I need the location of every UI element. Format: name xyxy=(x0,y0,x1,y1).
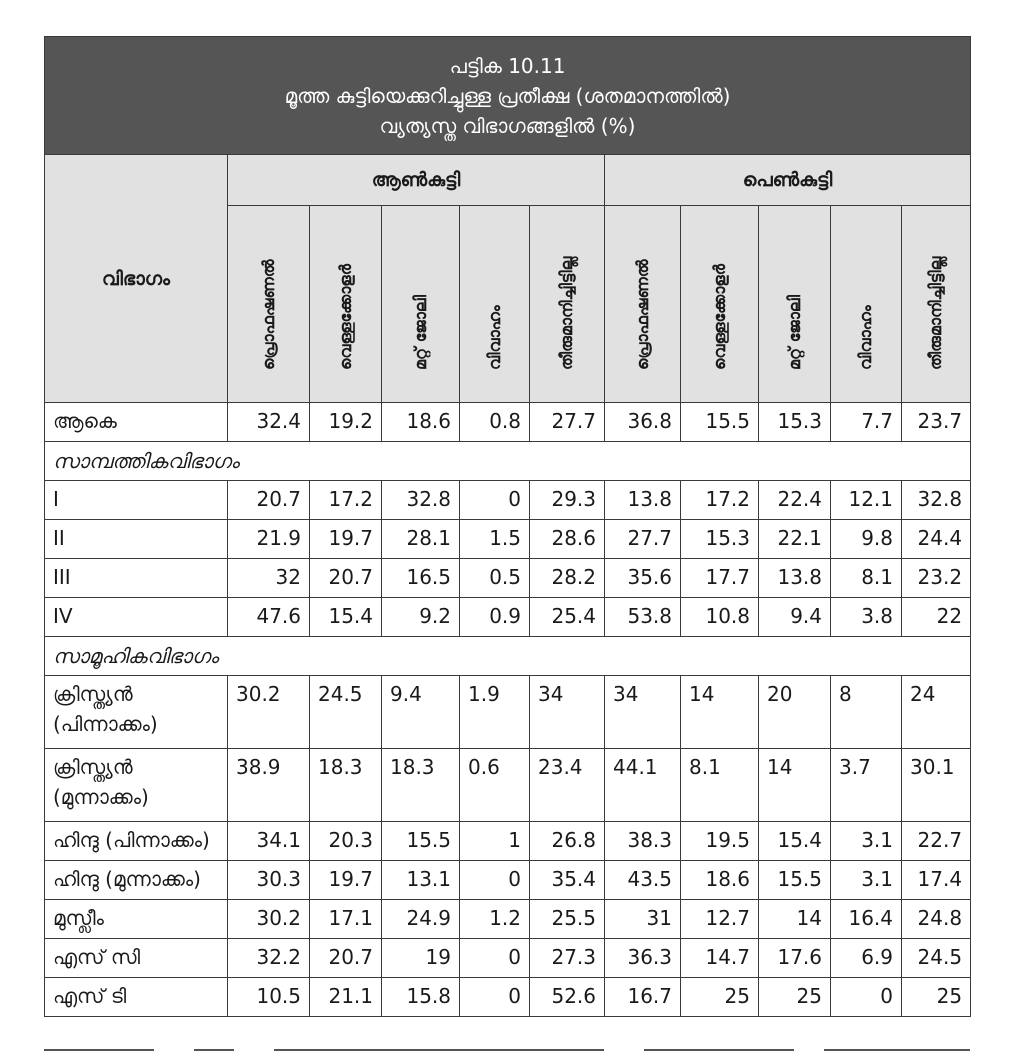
value-cell: 15.5 xyxy=(382,822,460,861)
value-cell: 16.5 xyxy=(382,559,460,598)
value-cell: 13.1 xyxy=(382,861,460,900)
value-cell: 22.4 xyxy=(759,481,831,520)
section-row xyxy=(45,442,971,481)
value-cell: 19.5 xyxy=(681,822,759,861)
value-cell: 24 xyxy=(902,676,971,749)
table-subheading: വ്യത്യസ്ത വിഭാഗങ്ങളിൽ (%) xyxy=(379,113,636,138)
value-cell: 19 xyxy=(382,939,460,978)
value-cell: 14 xyxy=(759,900,831,939)
value-cell: 28.6 xyxy=(530,520,605,559)
value-cell: 20.7 xyxy=(310,559,382,598)
value-cell: 20.7 xyxy=(310,939,382,978)
value-cell: 34 xyxy=(530,676,605,749)
subcolumn-label: മറ്റ് ജോലി xyxy=(410,295,430,370)
boy-subcolumn-header xyxy=(382,206,460,403)
value-cell: 3.1 xyxy=(831,861,902,900)
value-cell: 32.4 xyxy=(228,403,310,442)
value-cell: 27.3 xyxy=(530,939,605,978)
value-cell: 24.5 xyxy=(902,939,971,978)
row-label: ക്രിസ്ത്യൻ (മുന്നാക്കം) xyxy=(45,749,228,822)
table-row xyxy=(45,861,971,900)
value-cell: 17.1 xyxy=(310,900,382,939)
row-label: IV xyxy=(45,598,228,637)
value-cell: 8.1 xyxy=(831,559,902,598)
value-cell: 47.6 xyxy=(228,598,310,637)
value-cell: 25 xyxy=(681,978,759,1017)
subcolumn-label: തീരുമാനിച്ചിട്ടില്ല xyxy=(926,256,946,370)
value-cell: 6.9 xyxy=(831,939,902,978)
row-label: എസ് ടി xyxy=(45,978,228,1017)
value-cell: 0.5 xyxy=(460,559,530,598)
table-number: പട്ടിക 10.11 xyxy=(449,53,566,78)
value-cell: 29.3 xyxy=(530,481,605,520)
row-label: ഹിന്ദു (മുന്നാക്കം) xyxy=(45,861,228,900)
section-heading: സാമ്പത്തികവിഭാഗം xyxy=(45,442,971,481)
value-cell: 25.5 xyxy=(530,900,605,939)
value-cell: 16.4 xyxy=(831,900,902,939)
value-cell: 30.1 xyxy=(902,749,971,822)
value-cell: 44.1 xyxy=(605,749,681,822)
value-cell: 19.2 xyxy=(310,403,382,442)
group-header-row xyxy=(45,155,971,206)
value-cell: 27.7 xyxy=(530,403,605,442)
table-row xyxy=(45,403,971,442)
value-cell: 10.5 xyxy=(228,978,310,1017)
value-cell: 24.8 xyxy=(902,900,971,939)
value-cell: 0 xyxy=(460,861,530,900)
value-cell: 21.1 xyxy=(310,978,382,1017)
value-cell: 9.4 xyxy=(382,676,460,749)
subcolumn-label: വിവാഹം xyxy=(484,305,504,370)
table-row xyxy=(45,978,971,1017)
value-cell: 15.5 xyxy=(681,403,759,442)
value-cell: 18.3 xyxy=(310,749,382,822)
subcolumn-label: മറ്റ് ജോലി xyxy=(784,295,804,370)
value-cell: 17.4 xyxy=(902,861,971,900)
value-cell: 10.8 xyxy=(681,598,759,637)
value-cell: 23.2 xyxy=(902,559,971,598)
value-cell: 3.7 xyxy=(831,749,902,822)
value-cell: 35.6 xyxy=(605,559,681,598)
value-cell: 53.8 xyxy=(605,598,681,637)
value-cell: 7.7 xyxy=(831,403,902,442)
table-container xyxy=(44,36,970,1017)
value-cell: 43.5 xyxy=(605,861,681,900)
value-cell: 1.5 xyxy=(460,520,530,559)
value-cell: 30.3 xyxy=(228,861,310,900)
value-cell: 17.2 xyxy=(681,481,759,520)
value-cell: 15.4 xyxy=(310,598,382,637)
value-cell: 13.8 xyxy=(759,559,831,598)
value-cell: 38.9 xyxy=(228,749,310,822)
boy-subcolumn-header xyxy=(530,206,605,403)
value-cell: 0.9 xyxy=(460,598,530,637)
row-label: I xyxy=(45,481,228,520)
value-cell: 15.8 xyxy=(382,978,460,1017)
section-heading: സാമൂഹികവിഭാഗം xyxy=(45,637,971,676)
table-row xyxy=(45,939,971,978)
value-cell: 34.1 xyxy=(228,822,310,861)
value-cell: 22.7 xyxy=(902,822,971,861)
value-cell: 3.8 xyxy=(831,598,902,637)
value-cell: 52.6 xyxy=(530,978,605,1017)
value-cell: 32.8 xyxy=(382,481,460,520)
subcolumn-label: പ്രൊഫഷണൽ xyxy=(258,259,278,370)
girl-subcolumn-header xyxy=(831,206,902,403)
subcolumn-label: വെള്ളക്കോളർ xyxy=(709,264,729,370)
value-cell: 0 xyxy=(460,481,530,520)
boy-subcolumn-header xyxy=(310,206,382,403)
value-cell: 0.8 xyxy=(460,403,530,442)
value-cell: 25 xyxy=(759,978,831,1017)
row-label: III xyxy=(45,559,228,598)
value-cell: 22.1 xyxy=(759,520,831,559)
subcolumn-label: വിവാഹം xyxy=(856,305,875,370)
category-header: വിഭാഗം xyxy=(45,155,228,403)
value-cell: 28.2 xyxy=(530,559,605,598)
value-cell: 21.9 xyxy=(228,520,310,559)
value-cell: 24.5 xyxy=(310,676,382,749)
value-cell: 26.8 xyxy=(530,822,605,861)
value-cell: 8 xyxy=(831,676,902,749)
girl-subcolumn-header xyxy=(902,206,971,403)
table-row xyxy=(45,822,971,861)
subcolumn-label: പ്രൊഫഷണൽ xyxy=(632,259,652,370)
table-title xyxy=(45,37,971,155)
value-cell: 1.2 xyxy=(460,900,530,939)
value-cell: 17.2 xyxy=(310,481,382,520)
value-cell: 1 xyxy=(460,822,530,861)
value-cell: 19.7 xyxy=(310,520,382,559)
value-cell: 15.4 xyxy=(759,822,831,861)
table-row xyxy=(45,900,971,939)
value-cell: 24.4 xyxy=(902,520,971,559)
value-cell: 12.1 xyxy=(831,481,902,520)
table-row xyxy=(45,676,971,749)
value-cell: 0 xyxy=(460,939,530,978)
value-cell: 3.1 xyxy=(831,822,902,861)
row-label: മുസ്ലീം xyxy=(45,900,228,939)
value-cell: 0.6 xyxy=(460,749,530,822)
value-cell: 30.2 xyxy=(228,676,310,749)
value-cell: 34 xyxy=(605,676,681,749)
table-row xyxy=(45,520,971,559)
row-label: II xyxy=(45,520,228,559)
row-label: ഹിന്ദു (പിന്നാക്കം) xyxy=(45,822,228,861)
table-row xyxy=(45,559,971,598)
girl-subcolumn-header xyxy=(759,206,831,403)
value-cell: 15.3 xyxy=(759,403,831,442)
data-table xyxy=(44,36,971,1017)
value-cell: 25.4 xyxy=(530,598,605,637)
value-cell: 18.6 xyxy=(382,403,460,442)
value-cell: 20.3 xyxy=(310,822,382,861)
value-cell: 23.4 xyxy=(530,749,605,822)
value-cell: 14.7 xyxy=(681,939,759,978)
value-cell: 15.3 xyxy=(681,520,759,559)
value-cell: 1.9 xyxy=(460,676,530,749)
subcolumn-label: തീരുമാനിച്ചിട്ടില്ല xyxy=(557,256,576,370)
value-cell: 32.2 xyxy=(228,939,310,978)
value-cell: 14 xyxy=(759,749,831,822)
value-cell: 30.2 xyxy=(228,900,310,939)
table-heading: മൂത്ത കുട്ടിയെക്കുറിച്ചുള്ള പ്രതീക്ഷ (ശതമാനത്തിൽ) xyxy=(284,83,731,108)
boy-subcolumn-header xyxy=(460,206,530,403)
girl-subcolumn-header xyxy=(681,206,759,403)
value-cell: 17.7 xyxy=(681,559,759,598)
value-cell: 23.7 xyxy=(902,403,971,442)
section-row xyxy=(45,637,971,676)
value-cell: 13.8 xyxy=(605,481,681,520)
subcolumn-label: വെള്ളക്കോളർ xyxy=(335,264,355,370)
row-label: ആകെ xyxy=(45,403,228,442)
value-cell: 18.3 xyxy=(382,749,460,822)
value-cell: 8.1 xyxy=(681,749,759,822)
table-row xyxy=(45,598,971,637)
group-header-girl: പെൺകുട്ടി xyxy=(605,155,971,206)
value-cell: 12.7 xyxy=(681,900,759,939)
value-cell: 14 xyxy=(681,676,759,749)
table-body xyxy=(45,403,971,1017)
group-header-boy: ആൺകുട്ടി xyxy=(228,155,605,206)
row-label: ക്രിസ്ത്യൻ (പിന്നാക്കം) xyxy=(45,676,228,749)
value-cell: 36.3 xyxy=(605,939,681,978)
value-cell: 32.8 xyxy=(902,481,971,520)
value-cell: 9.4 xyxy=(759,598,831,637)
girl-subcolumn-header xyxy=(605,206,681,403)
value-cell: 22 xyxy=(902,598,971,637)
value-cell: 16.7 xyxy=(605,978,681,1017)
title-row xyxy=(45,37,971,155)
value-cell: 24.9 xyxy=(382,900,460,939)
value-cell: 28.1 xyxy=(382,520,460,559)
value-cell: 35.4 xyxy=(530,861,605,900)
value-cell: 18.6 xyxy=(681,861,759,900)
value-cell: 17.6 xyxy=(759,939,831,978)
row-label: എസ് സി xyxy=(45,939,228,978)
value-cell: 9.8 xyxy=(831,520,902,559)
value-cell: 31 xyxy=(605,900,681,939)
value-cell: 0 xyxy=(831,978,902,1017)
value-cell: 9.2 xyxy=(382,598,460,637)
value-cell: 20.7 xyxy=(228,481,310,520)
value-cell: 0 xyxy=(460,978,530,1017)
table-row xyxy=(45,749,971,822)
value-cell: 15.5 xyxy=(759,861,831,900)
value-cell: 27.7 xyxy=(605,520,681,559)
value-cell: 20 xyxy=(759,676,831,749)
value-cell: 32 xyxy=(228,559,310,598)
value-cell: 36.8 xyxy=(605,403,681,442)
table-row xyxy=(45,481,971,520)
next-page-text-fragment xyxy=(44,1043,970,1055)
boy-subcolumn-header xyxy=(228,206,310,403)
value-cell: 25 xyxy=(902,978,971,1017)
value-cell: 38.3 xyxy=(605,822,681,861)
value-cell: 19.7 xyxy=(310,861,382,900)
